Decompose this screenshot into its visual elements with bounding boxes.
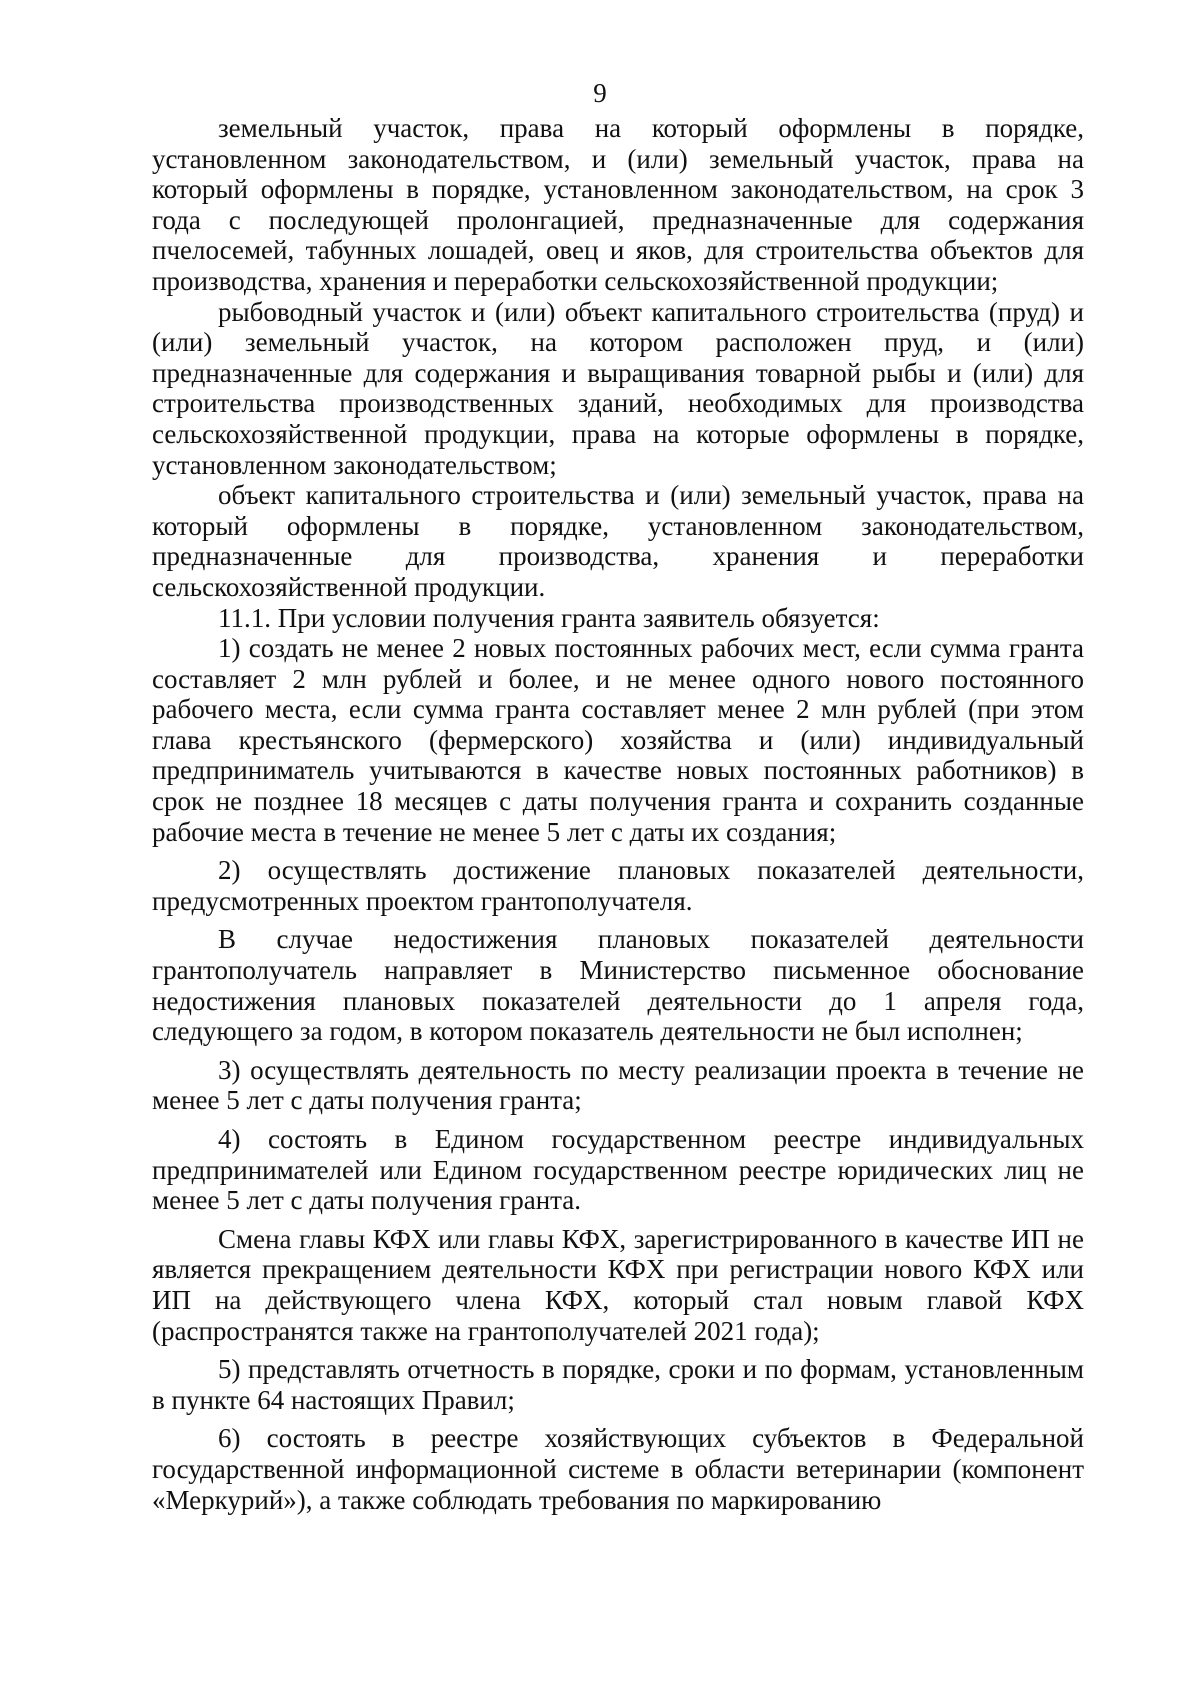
paragraph: 6) состоять в реестре хозяйствующих субъектов в Федеральной государственной информационной системе в области ветеринарии (компонент «Меркурий»), а также соблюдать требования по маркированию <box>152 1423 1084 1515</box>
paragraph: 1) создать не менее 2 новых постоянных рабочих мест, если сумма гранта составляет 2 млн рублей и более, и не менее одного нового постоянного рабочего места, если сумма гранта составляет менее 2 млн рублей (при этом глава крестьянского (фермерского) хозяйства и (или) индивидуальный предприниматель учитываются в качестве новых постоянных работников) в срок не позднее 18 месяцев с даты получения гранта и сохранить созданные рабочие места в течение не менее 5 лет с даты их создания; <box>152 633 1084 847</box>
document-body <box>152 113 1084 1515</box>
paragraph: земельный участок, права на который оформлены в порядке, установленном законодательством, и (или) земельный участок, права на который оформлены в порядке, установленном законодательством, на срок 3 года с последующей пролонгацией, предназначенные для содержания пчелосемей, табунных лошадей, овец и яков, для строительства объектов для производства, хранения и переработки сельскохозяйственной продукции; <box>152 113 1084 296</box>
paragraph: 5) представлять отчетность в порядке, сроки и по формам, установленным в пункте 64 настоящих Правил; <box>152 1354 1084 1415</box>
paragraph: рыбоводный участок и (или) объект капитального строительства (пруд) и (или) земельный участок, на котором расположен пруд, и (или) предназначенные для содержания и выращивания товарной рыбы и (или) для строительства производственных зданий, необходимых для производства сельскохозяйственной продукции, права на которые оформлены в порядке, установленном законодательством; <box>152 296 1084 480</box>
paragraph: 3) осуществлять деятельность по месту реализации проекта в течение не менее 5 лет с даты получения гранта; <box>152 1054 1084 1116</box>
paragraph: Смена главы КФХ или главы КФХ, зарегистрированного в качестве ИП не является прекращением деятельности КФХ при регистрации нового КФХ или ИП на действующего члена КФХ, который стал новым главой КФХ (распространятся также на грантополучателей 2021 года); <box>152 1223 1084 1346</box>
paragraph: 11.1. При условии получения гранта заявитель обязуется: <box>218 602 880 633</box>
paragraph: объект капитального строительства и (или) земельный участок, права на который оформлены в порядке, установленном законодательством, предназначенные для производства, хранения и переработки сельскохозяйственной продукции. <box>152 480 1084 602</box>
page-number: 9 <box>593 78 607 108</box>
paragraph: 2) осуществлять достижение плановых показателей деятельности, предусмотренных проектом грантополучателя. <box>152 855 1084 916</box>
paragraph: 4) состоять в Едином государственном реестре индивидуальных предпринимателей или Едином государственном реестре юридических лиц не менее 5 лет с даты получения гранта. <box>152 1124 1084 1216</box>
paragraph: В случае недостижения плановых показателей деятельности грантополучатель направляет в Министерство письменное обоснование недостижения плановых показателей деятельности до 1 апреля года, следующего за годом, в котором показатель деятельности не был исполнен; <box>152 924 1084 1047</box>
